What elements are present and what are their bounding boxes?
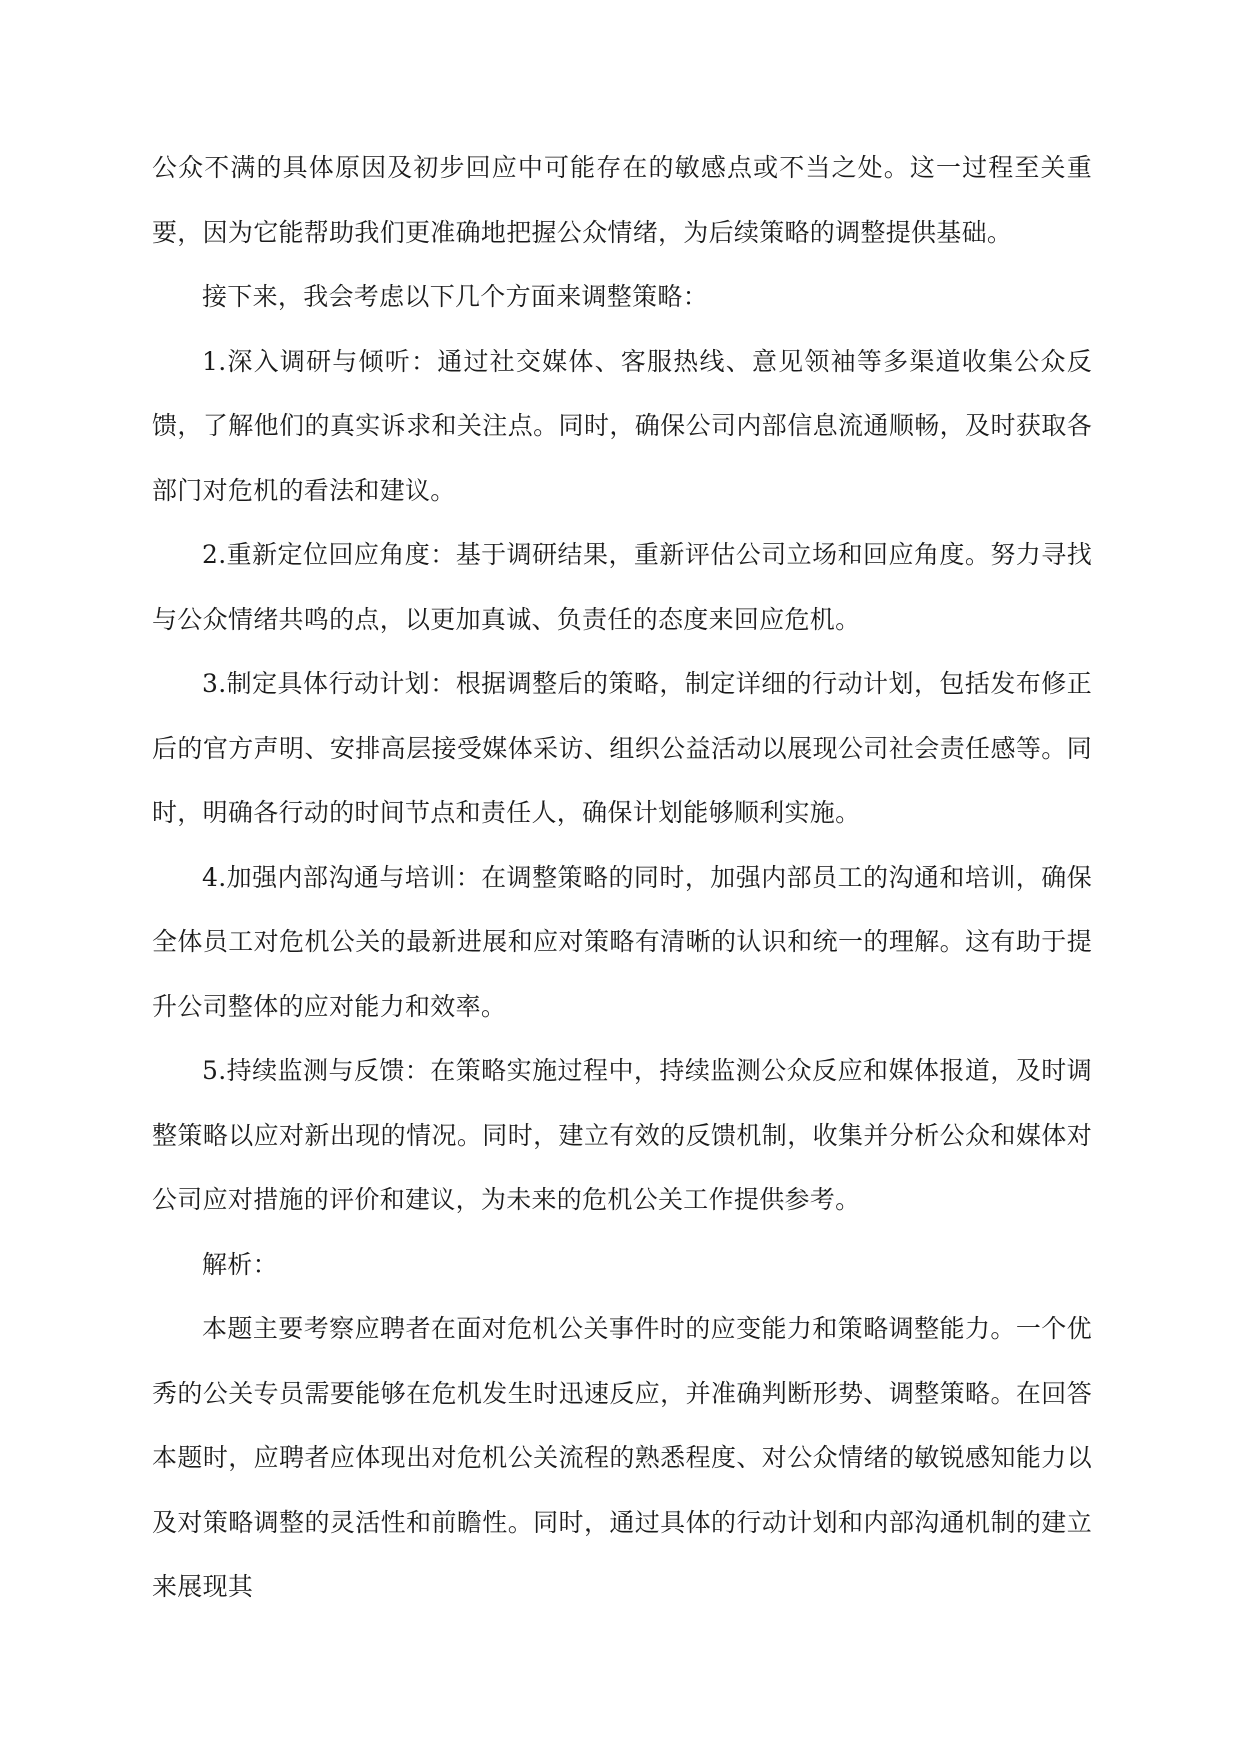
paragraph-item-1: 1.深入调研与倾听：通过社交媒体、客服热线、意见领袖等多渠道收集公众反馈，了解他们的真实诉求和关注点。同时，确保公司内部信息流通顺畅，及时获取各部门对危机的看法和建议。 bbox=[152, 346, 1092, 505]
paragraph-adjustment-lead: 接下来，我会考虑以下几个方面来调整策略： bbox=[202, 282, 709, 311]
paragraph-item-3: 3.制定具体行动计划：根据调整后的策略，制定详细的行动计划，包括发布修正后的官方声明、安排高层接受媒体采访、组织公益活动以展现公司社会责任感等。同时，明确各行动的时间节点和责任人，确保计划能够顺利实施。 bbox=[152, 669, 1092, 827]
paragraph-item-5: 5.持续监测与反馈：在策略实施过程中，持续监测公众反应和媒体报道，及时调整策略以应对新出现的情况。同时，建立有效的反馈机制，收集并分析公众和媒体对公司应对措施的评价和建议，为未来的危机公关工作提供参考。 bbox=[152, 1056, 1092, 1214]
paragraph-analysis-body: 本题主要考察应聘者在面对危机公关事件时的应变能力和策略调整能力。一个优秀的公关专员需要能够在危机发生时迅速反应，并准确判断形势、调整策略。在回答本题时，应聘者应体现出对危机公关流程的熟悉程度、对公众情绪的敏锐感知能力以及对策略调整的灵活性和前瞻性。同时，通过具体的行动计划和内部沟通机制的建立来展现其 bbox=[152, 1314, 1092, 1601]
paragraph-item-4: 4.加强内部沟通与培训：在调整策略的同时，加强内部员工的沟通和培训，确保全体员工对危机公关的最新进展和应对策略有清晰的认识和统一的理解。这有助于提升公司整体的应对能力和效率。 bbox=[152, 862, 1092, 1021]
paragraph-intro-continuation: 公众不满的具体原因及初步回应中可能存在的敏感点或不当之处。这一过程至关重要，因为它能帮助我们更准确地把握公众情绪，为后续策略的调整提供基础。 bbox=[152, 153, 1092, 247]
document-body bbox=[152, 136, 1092, 1620]
paragraph-analysis-heading: 解析： bbox=[202, 1249, 278, 1279]
paragraph-item-2: 2.重新定位回应角度：基于调研结果，重新评估公司立场和回应角度。努力寻找与公众情绪共鸣的点，以更加真诚、负责任的态度来回应危机。 bbox=[152, 540, 1092, 634]
